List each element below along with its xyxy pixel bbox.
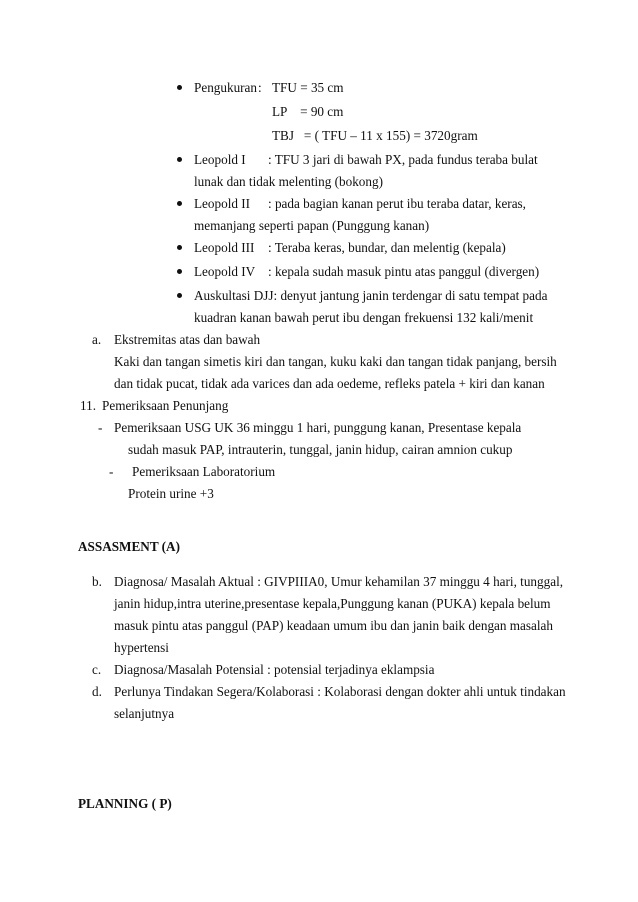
assessment-b-line-1: Diagnosa/ Masalah Aktual : GIVPIIIA0, Umur kehamilan 37 minggu 4 hari, tunggal, [114, 574, 564, 589]
penunjang-marker: 11. [80, 398, 96, 413]
leopold-1-label: Leopold I [194, 152, 246, 167]
assessment-d-marker: d. [92, 684, 102, 699]
leopold-3-text: : Teraba keras, bundar, dan melentig (kepala) [268, 240, 506, 255]
assessment-b-line-4: hypertensi [114, 640, 169, 655]
assessment-d-line-1: Perlunya Tindakan Segera/Kolaborasi : Kolaborasi dengan dokter ahli untuk tindakan [114, 684, 566, 699]
leopold-4-text: : kepala sudah masuk pintu atas panggul (divergen) [268, 264, 540, 279]
assessment-b-marker: b. [92, 574, 102, 589]
assessment-c-line-1: Diagnosa/Masalah Potensial : potensial terjadinya eklampsia [114, 662, 435, 677]
usg-dash: - [98, 420, 103, 435]
protein-urine: Protein urine +3 [128, 486, 214, 501]
assessment-b-line-2: janin hidup,intra uterine,presentase kepala,Punggung kanan (PUKA) kepala belum [114, 596, 551, 611]
assessment-heading: ASSASMENT (A) [78, 539, 180, 554]
lab-text: Pemeriksaan Laboratorium [132, 464, 276, 479]
leopold-4-label: Leopold IV [194, 264, 256, 279]
usg-text: Pemeriksaan USG UK 36 minggu 1 hari, punggung kanan, Presentase kepala [114, 420, 522, 435]
ekstremitas-title: Ekstremitas atas dan bawah [114, 332, 261, 347]
lab-dash: - [109, 464, 114, 479]
penunjang-title: Pemeriksaan Penunjang [102, 398, 229, 413]
leopold-1-continuation: lunak dan tidak melenting (bokong) [194, 174, 383, 189]
measurement-separator: : [258, 80, 262, 95]
bullet-icon [177, 157, 182, 162]
bullet-icon [177, 201, 182, 206]
ekstremitas-marker: a. [92, 332, 102, 347]
assessment-b-line-3: masuk pintu atas panggul (PAP) keadaan umum ibu dan janin baik dengan masalah [114, 618, 554, 633]
auskultasi-continuation: kuadran kanan bawah perut ibu dengan frekuensi 132 kali/menit [194, 310, 534, 325]
bullet-icon [177, 293, 182, 298]
assessment-c-marker: c. [92, 662, 102, 677]
measurement-label: Pengukuran [194, 80, 257, 95]
leopold-2-text: : pada bagian kanan perut ibu teraba datar, keras, [268, 196, 526, 211]
bullet-icon [177, 269, 182, 274]
measurement-lp: LP = 90 cm [272, 104, 344, 119]
leopold-3-label: Leopold III [194, 240, 255, 255]
auskultasi-text: Auskultasi DJJ: denyut jantung janin terdengar di satu tempat pada [194, 288, 548, 303]
measurement-tbj: TBJ = ( TFU – 11 x 155) = 3720gram [272, 128, 478, 143]
usg-continuation: sudah masuk PAP, intrauterin, tunggal, janin hidup, cairan amnion cukup [128, 442, 513, 457]
leopold-1-text: : TFU 3 jari di bawah PX, pada fundus teraba bulat [268, 152, 538, 167]
leopold-2-continuation: memanjang seperti papan (Punggung kanan) [194, 218, 430, 233]
ekstremitas-line-2: dan tidak pucat, tidak ada varices dan ada oedeme, refleks patela + kiri dan kanan [114, 376, 545, 391]
bullet-icon [177, 85, 182, 90]
bullet-icon [177, 245, 182, 250]
ekstremitas-line-1: Kaki dan tangan simetis kiri dan tangan, kuku kaki dan tangan tidak panjang, bersih [114, 354, 557, 369]
measurement-tfu: TFU = 35 cm [272, 80, 344, 95]
planning-heading: PLANNING ( P) [78, 796, 172, 811]
assessment-d-line-2: selanjutnya [114, 706, 175, 721]
leopold-2-label: Leopold II [194, 196, 251, 211]
